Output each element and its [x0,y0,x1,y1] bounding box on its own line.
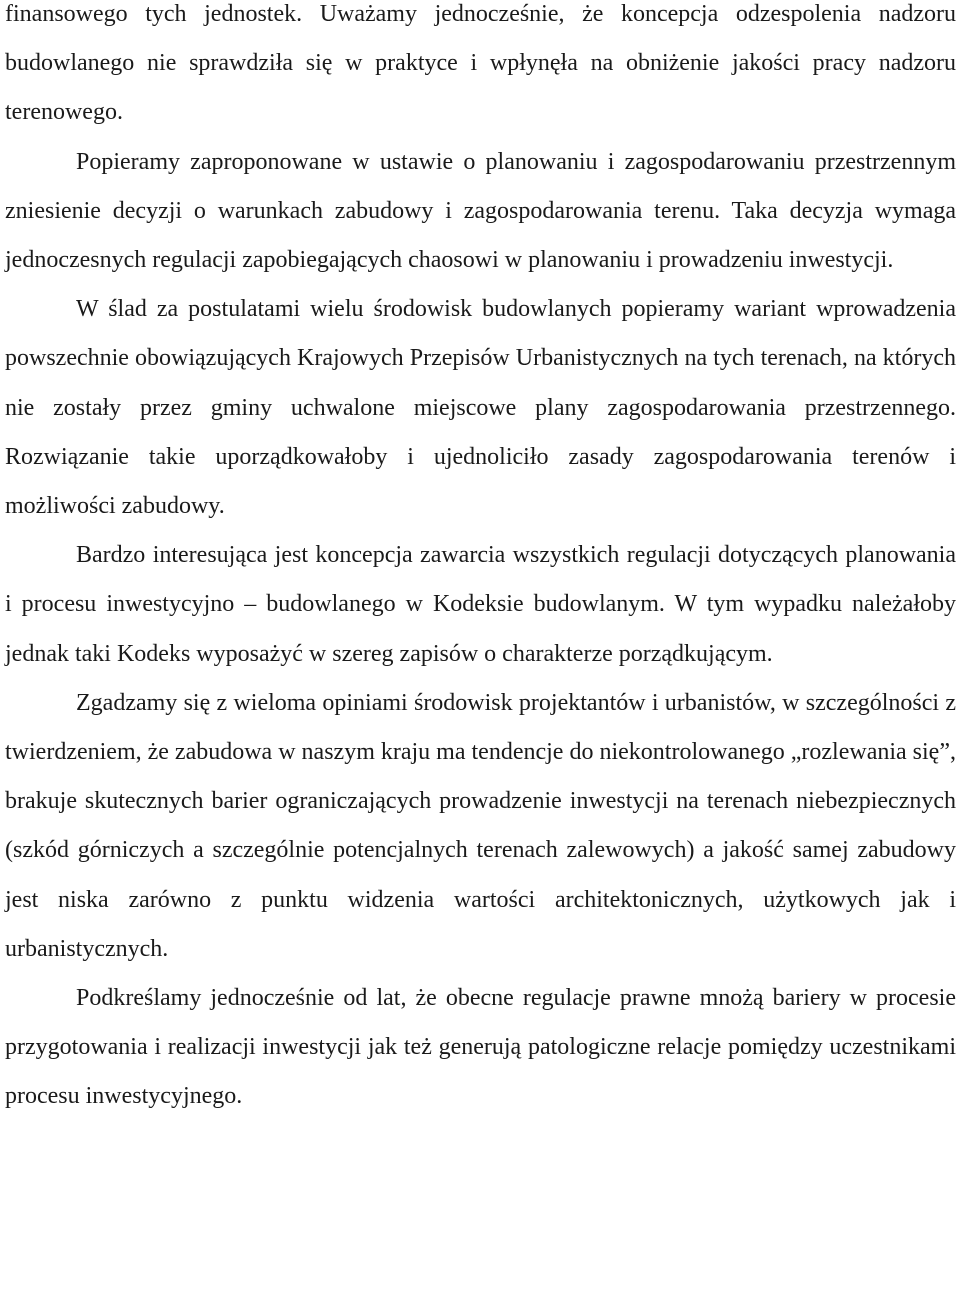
paragraph-kodeks-budowlany: Bardzo interesująca jest koncepcja zawarcia wszystkich regulacji dotyczących planowania i procesu inwestycyjno – budowlanego w Kodeksie budowlanym. W tym wypadku należałoby jednak taki Kodeks wyposażyć w szereg zapisów o charakterze porządkującym. [5,542,956,667]
paragraph-przepisy-urbanistyczne: W ślad za postulatami wielu środowisk budowlanych popieramy wariant wprowadzenia powszechnie obowiązujących Krajowych Przepisów Urbanistycznych na tych terenach, na których nie zostały przez gminy uchwalone miejscowe plany zagospodarowania przestrzennego. Rozwiązanie takie uporządkowałoby i ujednoliciło zasady zagospodarowania terenów i możliwości zabudowy. [5,296,956,520]
paragraph-rozlewanie-sie: Zgadzamy się z wieloma opiniami środowisk projektantów i urbanistów, w szczególności z twierdzeniem, że zabudowa w naszym kraju ma tendencje do niekontrolowanego „rozlewania się”, brakuje skutecznych barier ograniczających prowadzenie inwestycji na terenach niebezpiecznych (szkód górniczych a szczególnie potencjalnych terenach zalewowych) a jakość samej zabudowy jest niska zarówno z punktu widzenia wartości architektonicznych, użytkowych jak i urbanistycznych. [5,689,956,962]
paragraph-decyzja-wz: Popieramy zaproponowane w ustawie o planowaniu i zagospodarowaniu przestrzennym zniesienie decyzji o warunkach zabudowy i zagospodarowania terenu. Taka decyzja wymaga jednoczesnych regulacji zapobiegających chaosowi w planowaniu i prowadzeniu inwestycji. [5,148,956,274]
paragraph-nadzor: finansowego tych jednostek. Uważamy jednocześnie, że koncepcja odzespolenia nadzoru budowlanego nie sprawdziła się w praktyce i wpłynęła na obniżenie jakości pracy nadzoru terenowego. [5,1,956,126]
paragraph-bariery: Podkreślamy jednocześnie od lat, że obecne regulacje prawne mnożą bariery w procesie przygotowania i realizacji inwestycji jak też generują patologiczne relacje pomiędzy uczestnikami procesu inwestycyjnego. [5,985,956,1110]
